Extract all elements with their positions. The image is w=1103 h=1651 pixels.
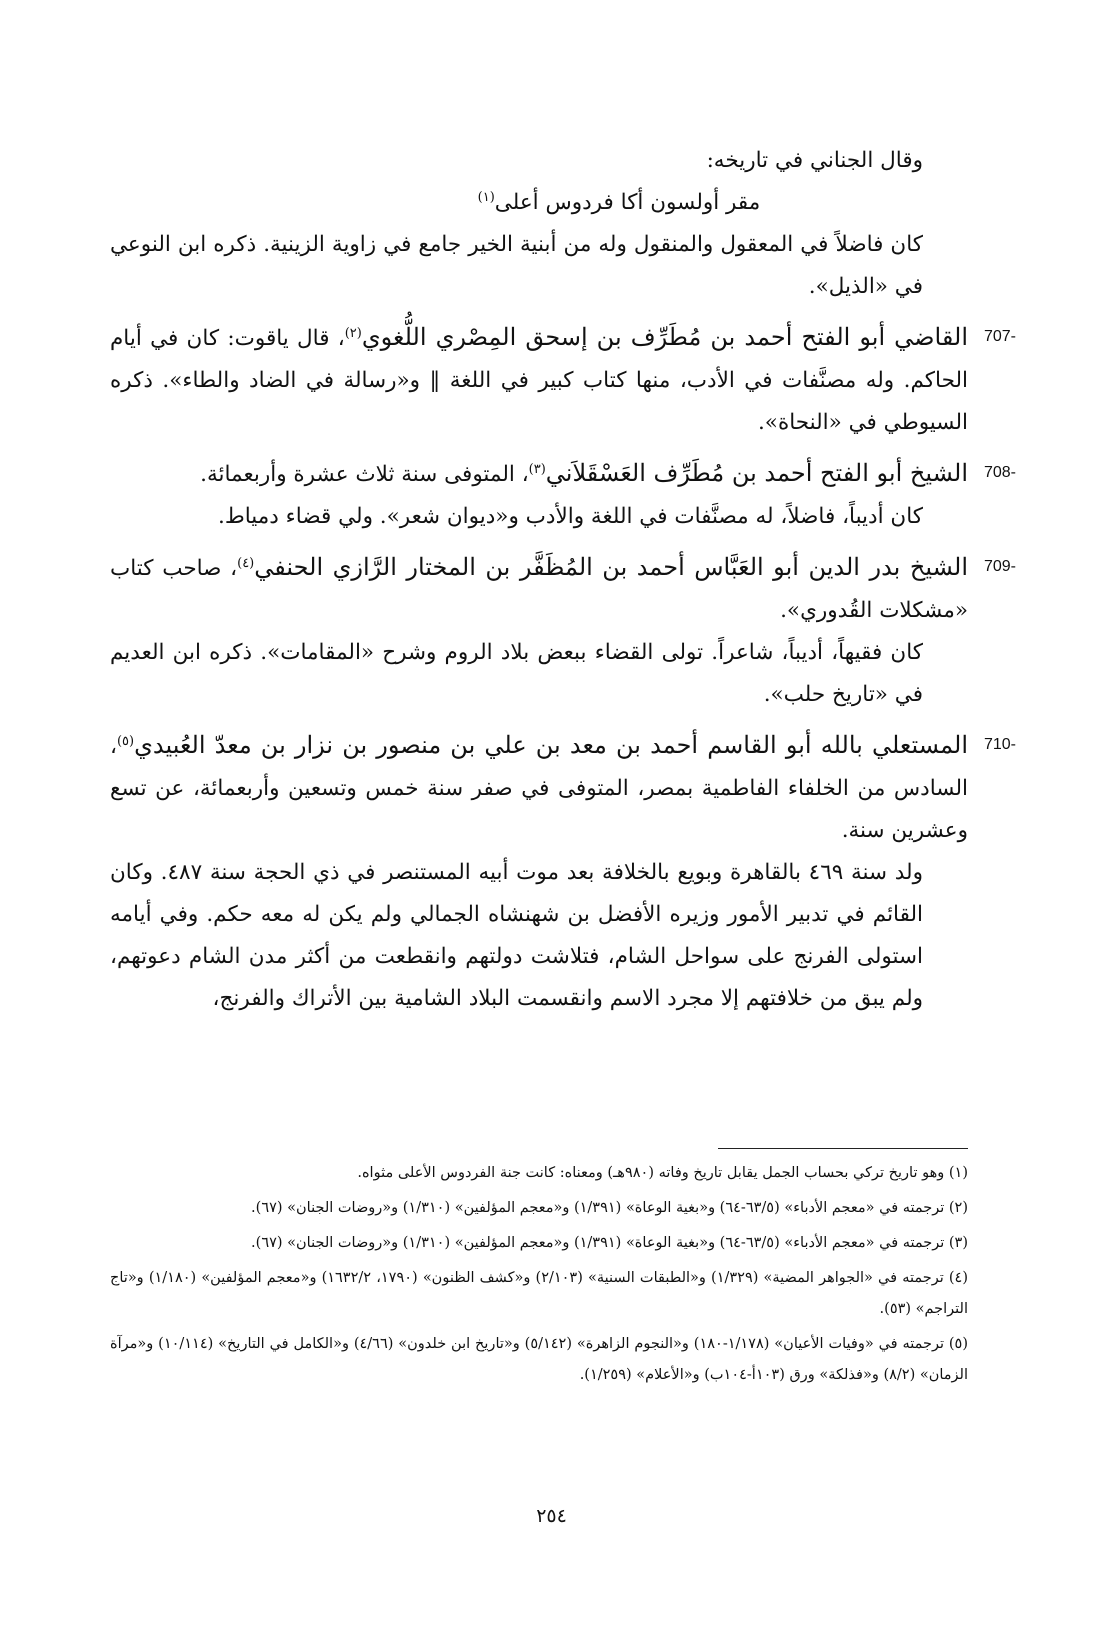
page-number: ٢٥٤ bbox=[536, 1505, 567, 1527]
main-text bbox=[110, 140, 1016, 1020]
entry-707 bbox=[110, 316, 1016, 444]
entry-text: ، السادس من الخلفاء الفاطمية بمصر، المتوفى في صفر سنة خمس وتسعين وأربعمائة، عن تسع وعشرين سنة. bbox=[110, 734, 968, 843]
entry-text: ، قال ياقوت: كان في أيام الحاكم. وله مصنَّفات في الأدب، منها كتاب كبير في اللغة ‖ و«رسالة في الضاد والطاء». ذكره السيوطي في «النحاة». bbox=[110, 326, 968, 435]
footnote: (١) وهو تاريخ تركي بحساب الجمل يقابل تاريخ وفاته (٩٨٠هـ) ومعناه: كانت جنة الفردوس الأعلى مثواه. bbox=[357, 1165, 968, 1181]
entry-number: 710- bbox=[983, 736, 1016, 753]
footnotes bbox=[110, 1158, 968, 1395]
entry-number: 707- bbox=[983, 328, 1016, 345]
entry-heading: القاضي أبو الفتح أحمد بن مُطَرِّف بن إسحق المِصْري اللُّغوي bbox=[361, 323, 968, 351]
paragraph: كان أديباً، فاضلاً، له مصنَّفات في اللغة والأدب و«ديوان شعر». ولي قضاء دمياط. bbox=[218, 504, 923, 529]
footnote: (٤) ترجمته في «الجواهر المضية» (١/٣٢٩) و«الطبقات السنية» (٢/١٠٣) و«كشف الظنون» (١٧٩٠، ١٦٣٢/٢) و«معجم المؤلفين» (١/١٨٠) و«تاج التراجم» (٥٣). bbox=[110, 1270, 968, 1317]
paragraph: ولد سنة ٤٦٩ بالقاهرة وبويع بالخلافة بعد موت أبيه المستنصر في ذي الحجة سنة ٤٨٧. وكان القائم في تدبير الأمور وزيره الأفضل بن شهنشاه الجمالي ولم يكن له معه حكم. وفي أيامه استولى الفرنج على سواحل الشام، فتلاشت دولتهم وانقطعت من أكثر مدن الشام دعوتهم، ولم يبق من خلافتهم إلا مجرد الاسم وانقسمت البلاد الشامية بين الأتراك والفرنج، bbox=[110, 860, 923, 1011]
paragraph: كان فاضلاً في المعقول والمنقول وله من أبنية الخير جامع في زاوية الزينية. ذكره ابن النوعي في «الذيل». bbox=[110, 232, 923, 299]
entry-708 bbox=[110, 452, 1016, 538]
footnote-ref: (٢) bbox=[344, 325, 362, 341]
entry-heading: الشيخ أبو الفتح أحمد بن مُطَرِّف العَسْقَلاَني bbox=[545, 459, 968, 487]
verse-text: مقر أولسون أكا فردوس أعلى bbox=[494, 190, 761, 215]
paragraph: كان فقيهاً، أديباً، شاعراً. تولى القضاء ببعض بلاد الروم وشرح «المقامات». ذكره ابن العديم في «تاريخ حلب». bbox=[110, 640, 923, 707]
footnote-separator bbox=[718, 1148, 968, 1149]
entry-709 bbox=[110, 546, 1016, 716]
entry-number: 708- bbox=[983, 464, 1016, 481]
entry-heading: المستعلي بالله أبو القاسم أحمد بن معد بن علي بن منصور بن نزار بن معدّ العُبيدي bbox=[134, 731, 968, 759]
footnote: (٢) ترجمته في «معجم الأدباء» (٦٣/٥-٦٤) و«بغية الوعاة» (١/٣٩١) و«معجم المؤلفين» (١/٣١٠) و«روضات الجنان» (٦٧). bbox=[251, 1200, 968, 1216]
footnote-ref: (١) bbox=[477, 189, 495, 205]
entry-heading: الشيخ بدر الدين أبو العَبَّاس أحمد بن المُظَفَّر بن المختار الرَّازي الحنفي bbox=[254, 553, 968, 581]
footnote: (٣) ترجمته في «معجم الأدباء» (٦٣/٥-٦٤) و«بغية الوعاة» (١/٣٩١) و«معجم المؤلفين» (١/٣١٠) و«روضات الجنان» (٦٧). bbox=[251, 1235, 968, 1251]
footnote-ref: (٣) bbox=[528, 461, 546, 477]
entry-text: ، المتوفى سنة ثلاث عشرة وأربعمائة. bbox=[200, 462, 529, 487]
footnote: (٥) ترجمته في «وفيات الأعيان» (١/١٧٨-١٨٠) و«النجوم الزاهرة» (٥/١٤٢) و«تاريخ ابن خلدون» (٤/٦٦) و«الكامل في التاريخ» (١٠/١١٤) و«مرآة الزمان» (٨/٢) و«فذلكة» ورق (١٠٣أ-١٠٤ب) و«الأعلام» (١/٢٥٩). bbox=[110, 1336, 969, 1383]
entry-number: 709- bbox=[983, 558, 1016, 575]
footnote-ref: (٥) bbox=[116, 733, 135, 749]
entry-text: ، صاحب كتاب «مشكلات القُدوري». bbox=[110, 556, 968, 623]
footnote-ref: (٤) bbox=[237, 555, 255, 571]
intro-line: وقال الجناني في تاريخه: bbox=[706, 148, 923, 173]
verse bbox=[270, 182, 968, 224]
entry-710 bbox=[110, 724, 1016, 1020]
